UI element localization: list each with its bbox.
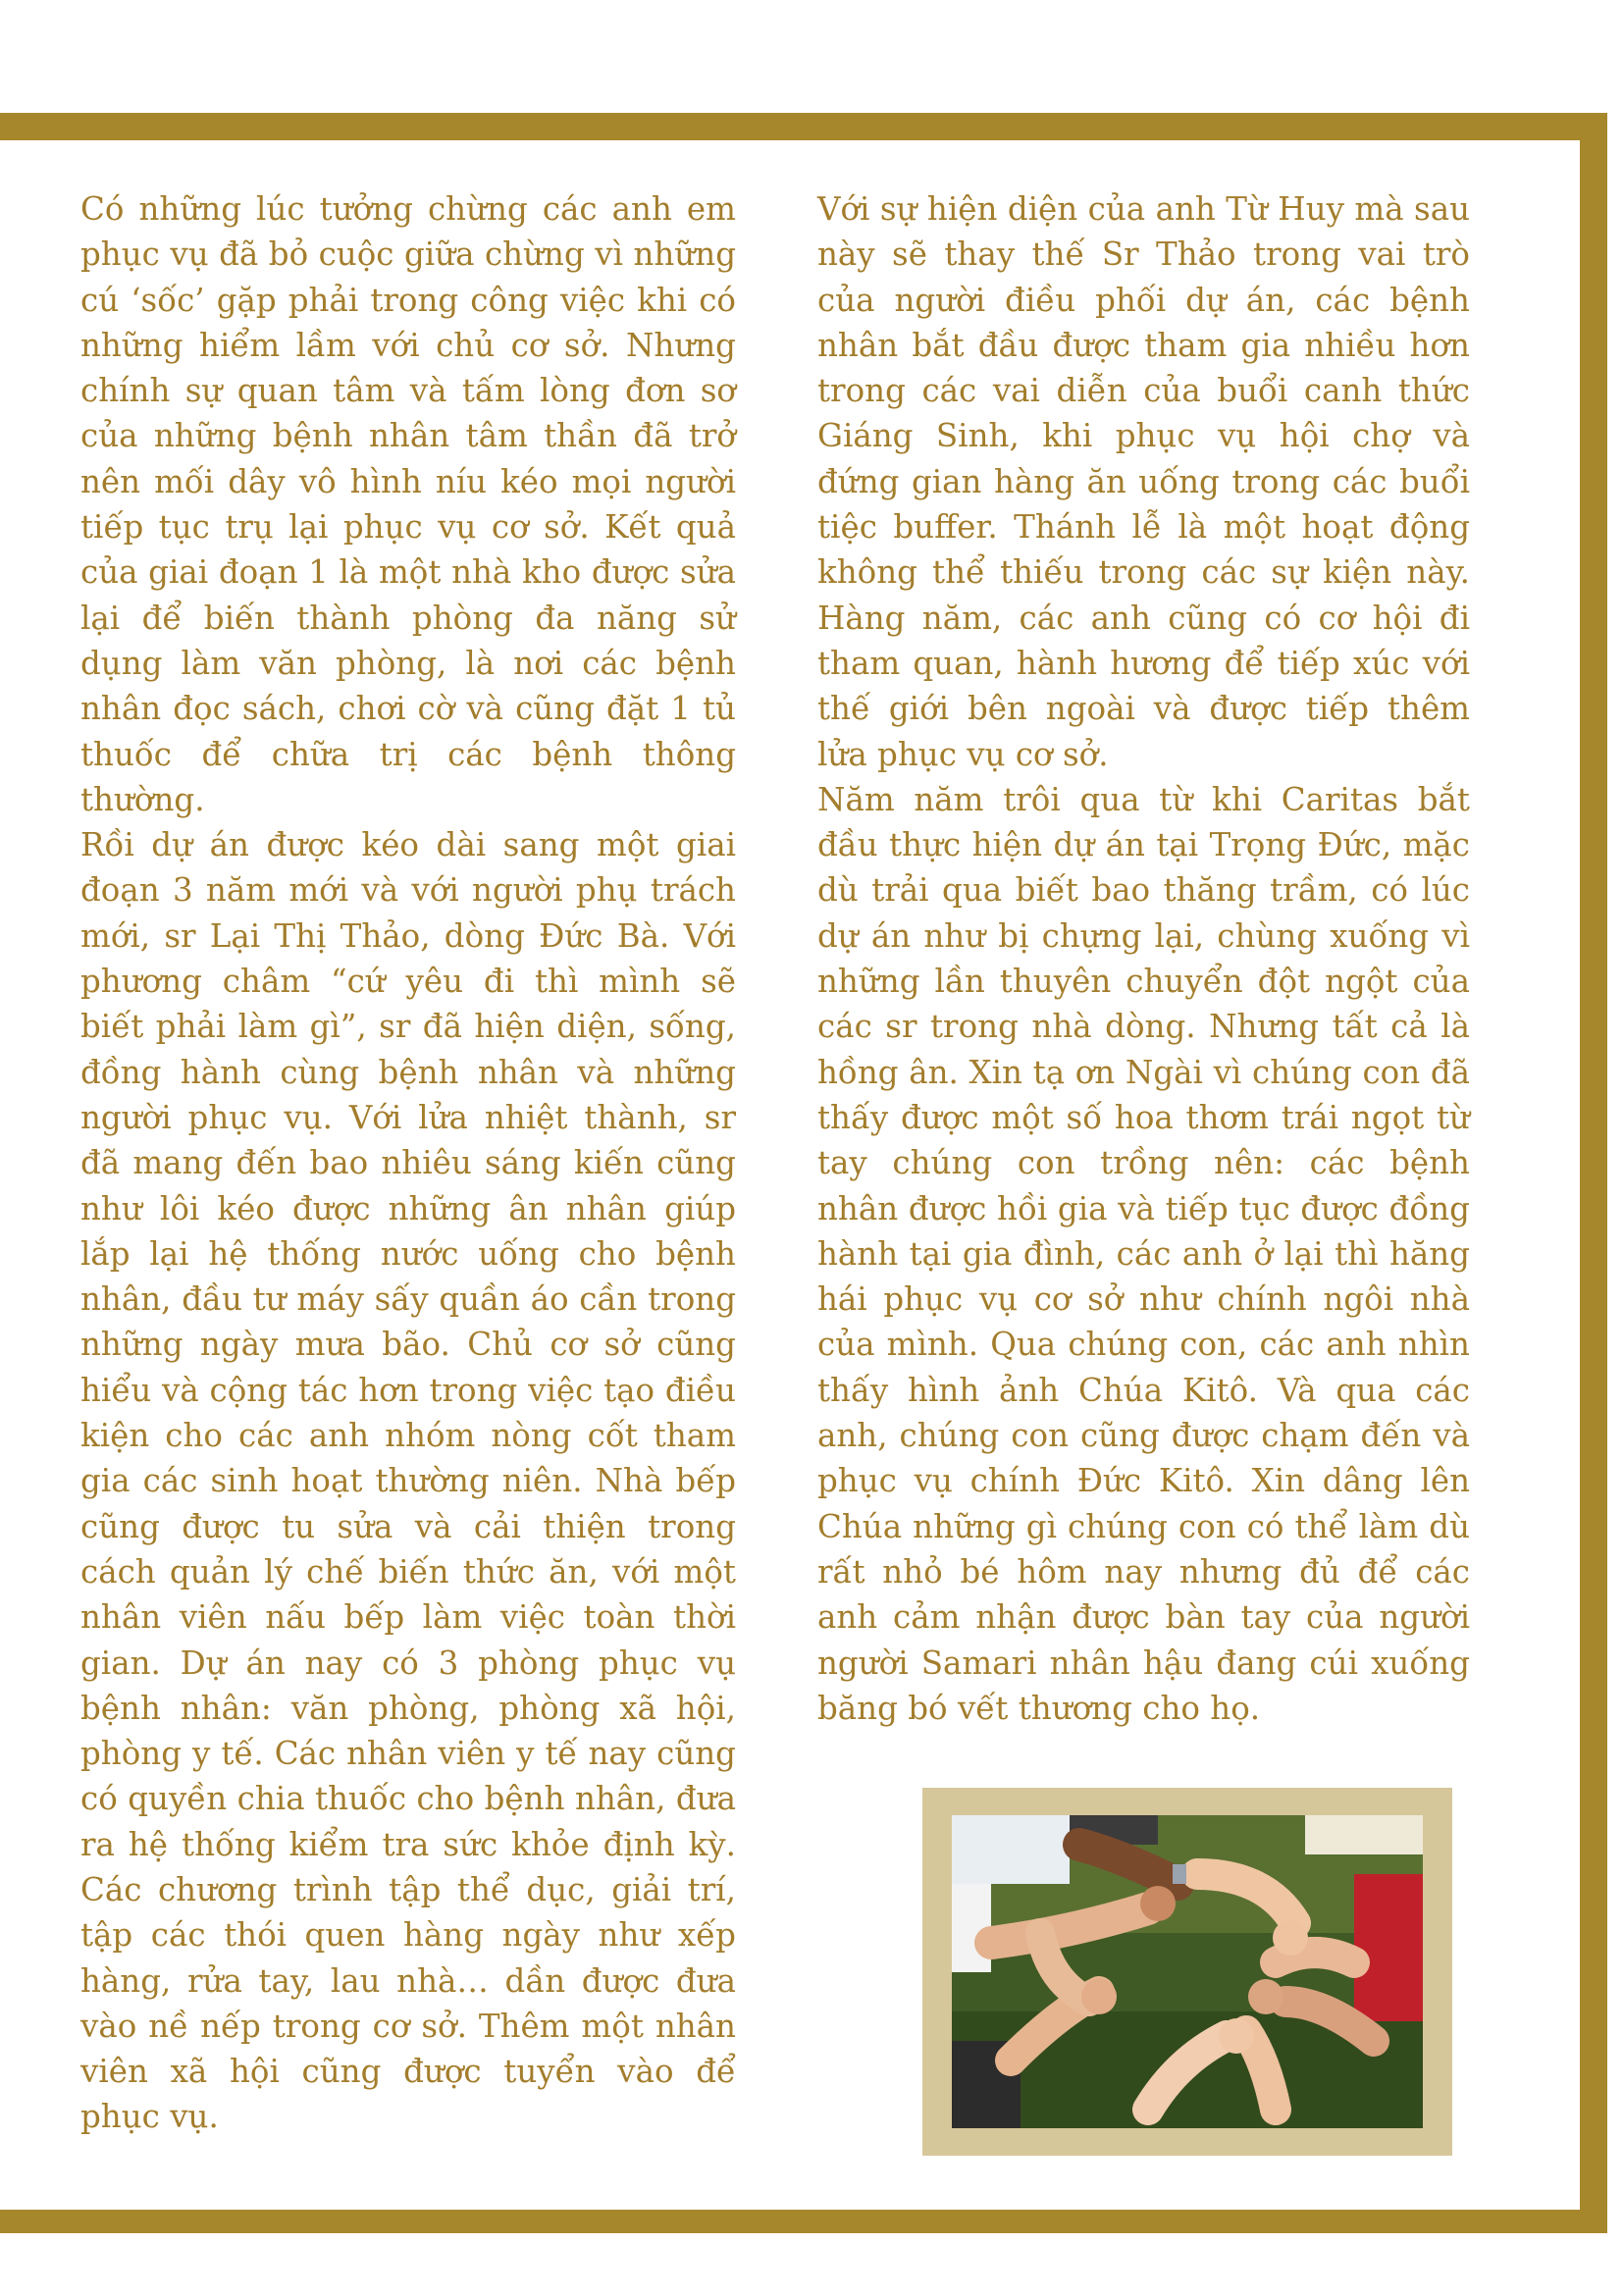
left-paragraph-1: Có những lúc tưởng chừng các anh em phục vụ đã bỏ cuộc giữa chừng vì những cú ‘sốc’ gặp phải trong công việc khi có những hiểm lầm với chủ cơ sở. Nhưng chính sự quan tâm và tấm lòng đơn sơ của những bệnh nhân tâm thần đã trở nên mối dây vô hình níu kéo mọi người tiếp tục trụ lại phục vụ cơ sở. Kết quả của giai đoạn 1 là một nhà kho được sửa lại để biến thành phòng đa năng sử dụng làm văn phòng, là nơi các bệnh nhân đọc sách, chơi cờ và cũng đặt 1 tủ thuốc để chữa trị các bệnh thông thường.	[80, 190, 736, 818]
frame-right-bar	[1580, 113, 1607, 2232]
right-column	[817, 186, 1470, 1731]
frame-bottom-bar	[0, 2210, 1607, 2233]
left-column	[80, 186, 736, 2140]
joined-hands-photo	[952, 1815, 1423, 2128]
photo-mat	[922, 1788, 1452, 2156]
frame-top-bar	[0, 113, 1607, 140]
right-paragraph-2: Năm năm trôi qua từ khi Caritas bắt đầu thực hiện dự án tại Trọng Đức, mặc dù trải qua biết bao thăng trầm, có lúc dự án như bị chựng lại, chùng xuống vì những lần thuyên chuyển đột ngột của các sr trong nhà dòng. Nhưng tất cả là hồng ân. Xin tạ ơn Ngài vì chúng con đã thấy được một số hoa thơm trái ngọt từ tay chúng con trồng nên: các bệnh nhân được hồi gia và tiếp tục được đồng hành tại gia đình, các anh ở lại thì hăng hái phục vụ cơ sở như chính ngôi nhà của mình. Qua chúng con, các anh nhìn thấy hình ảnh Chúa Kitô. Và qua các anh, chúng con cũng được chạm đến và phục vụ chính Đức Kitô. Xin dâng lên Chúa những gì chúng con có thể làm dù rất nhỏ bé hôm nay nhưng đủ để các anh cảm nhận được bàn tay của người người Samari nhân hậu đang cúi xuống băng bó vết thương cho họ.	[817, 780, 1470, 1727]
right-paragraph-1: Với sự hiện diện của anh Từ Huy mà sau này sẽ thay thế Sr Thảo trong vai trò của người điều phối dự án, các bệnh nhân bắt đầu được tham gia nhiều hơn trong các vai diễn của buổi canh thức Giáng Sinh, khi phục vụ hội chợ và đứng gian hàng ăn uống trong các buổi tiệc buffer. Thánh lễ là một hoạt động không thể thiếu trong các sự kiện này. Hàng năm, các anh cũng có cơ hội đi tham quan, hành hương để tiếp xúc với thế giới bên ngoài và được tiếp thêm lửa phục vụ cơ sở.	[817, 190, 1470, 773]
left-paragraph-2: Rồi dự án được kéo dài sang một giai đoạn 3 năm mới và với người phụ trách mới, sr Lại Thị Thảo, dòng Đức Bà. Với phương châm “cứ yêu đi thì mình sẽ biết phải làm gì”, sr đã hiện diện, sống, đồng hành cùng bệnh nhân và những người phục vụ. Với lửa nhiệt thành, sr đã mang đến bao nhiêu sáng kiến cũng như lôi kéo được những ân nhân giúp lắp lại hệ thống nước uống cho bệnh nhân, đầu tư máy sấy quần áo cần trong những ngày mưa bão. Chủ cơ sở cũng hiểu và cộng tác hơn trong việc tạo điều kiện cho các anh nhóm nòng cốt tham gia các sinh hoạt thường niên. Nhà bếp cũng được tu sửa và cải thiện trong cách quản lý chế biến thức ăn, với một nhân viên nấu bếp làm việc toàn thời gian. Dự án nay có 3 phòng phục vụ bệnh nhân: văn phòng, phòng xã hội, phòng y tế. Các nhân viên y tế nay cũng có quyền chia thuốc cho bệnh nhân, đưa ra hệ thống kiểm tra sức khỏe định kỳ. Các chương trình tập thể dục, giải trí, tập các thói quen hàng ngày như xếp hàng, rửa tay, lau nhà… dần được đưa vào nề nếp trong cơ sở. Thêm một nhân viên xã hội cũng được tuyển vào để phục vụ.	[80, 826, 736, 2136]
